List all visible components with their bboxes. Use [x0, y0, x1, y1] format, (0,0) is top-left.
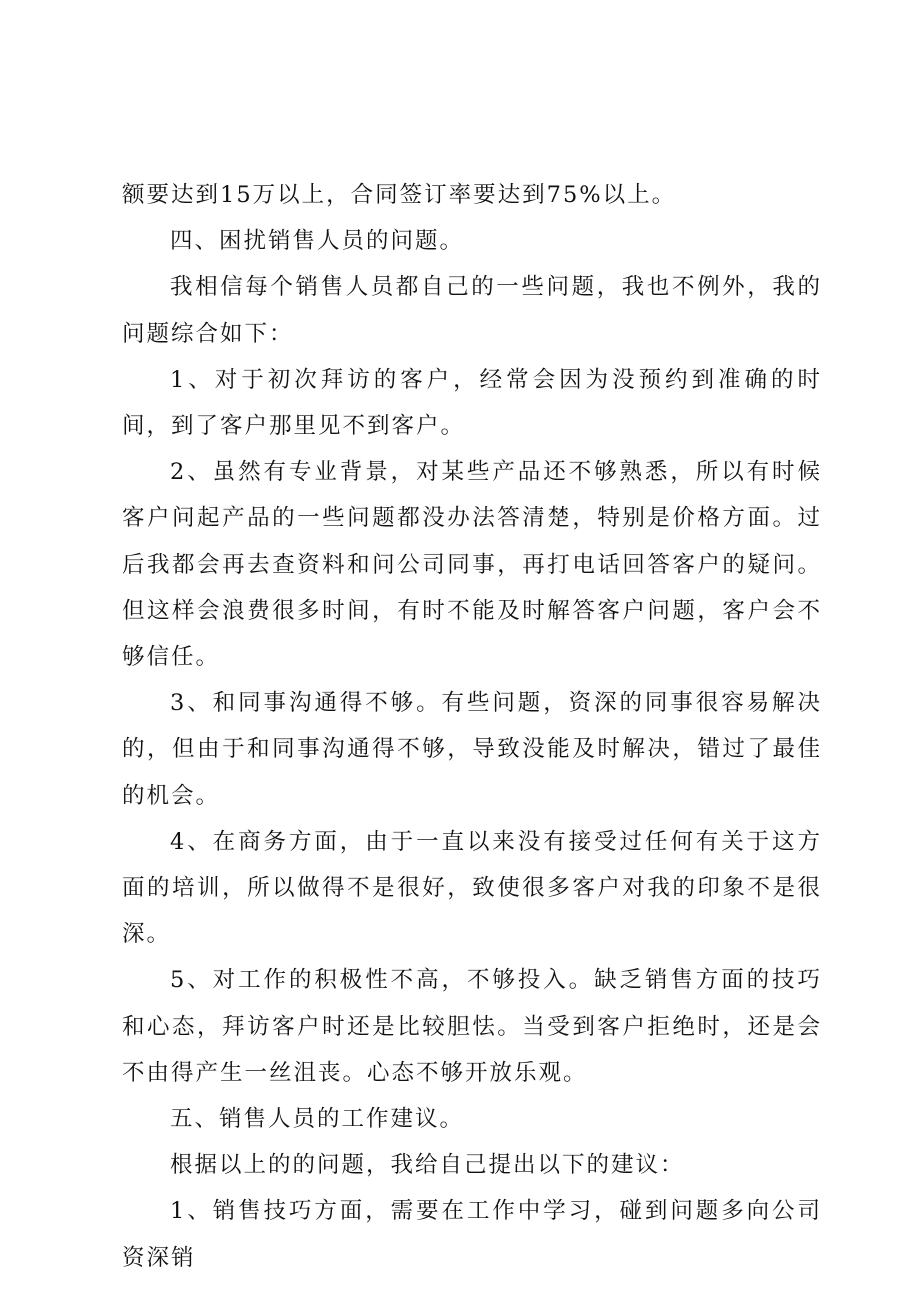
paragraph-continuation: 额要达到15万以上，合同签订率要达到75%以上。 [122, 182, 677, 208]
section-heading-4: 四、困扰销售人员的问题。 [170, 228, 465, 255]
problem-item-3: 3、和同事沟通得不够。有些问题，资深的同事很容易解决的，但由于和同事沟通得不够，导致没能及时解决，错过了最佳的机会。 [122, 690, 822, 809]
paragraph-intro-problems: 我相信每个销售人员都自己的一些问题，我也不例外，我的问题综合如下： [122, 274, 822, 347]
paragraph-intro-suggestions: 根据以上的的问题，我给自己提出以下的建议： [170, 1152, 685, 1179]
problem-item-2: 2、虽然有专业背景，对某些产品还不够熟悉，所以有时候客户问起产品的一些问题都没办法答清楚，特别是价格方面。过后我都会再去查资料和问公司同事，再打电话回答客户的疑问。但这样会浪费很多时间，有时不能及时解答客户问题，客户会不够信任。 [122, 459, 822, 671]
problem-item-1: 1、对于初次拜访的客户，经常会因为没预约到准确的时间，到了客户那里见不到客户。 [122, 366, 822, 440]
suggestion-item-1: 1、销售技巧方面，需要在工作中学习，碰到问题多向公司资深销 [122, 1198, 822, 1271]
problem-item-4: 4、在商务方面，由于一直以来没有接受过任何有关于这方面的培训，所以做得不是很好，致使很多客户对我的印象不是很深。 [122, 828, 822, 948]
document-body [122, 172, 822, 1281]
problem-item-5: 5、对工作的积极性不高，不够投入。缺乏销售方面的技巧和心态，拜访客户时还是比较胆怯。当受到客户拒绝时，还是会不由得产生一丝沮丧。心态不够开放乐观。 [122, 967, 822, 1086]
section-heading-5: 五、销售人员的工作建议。 [170, 1106, 465, 1133]
